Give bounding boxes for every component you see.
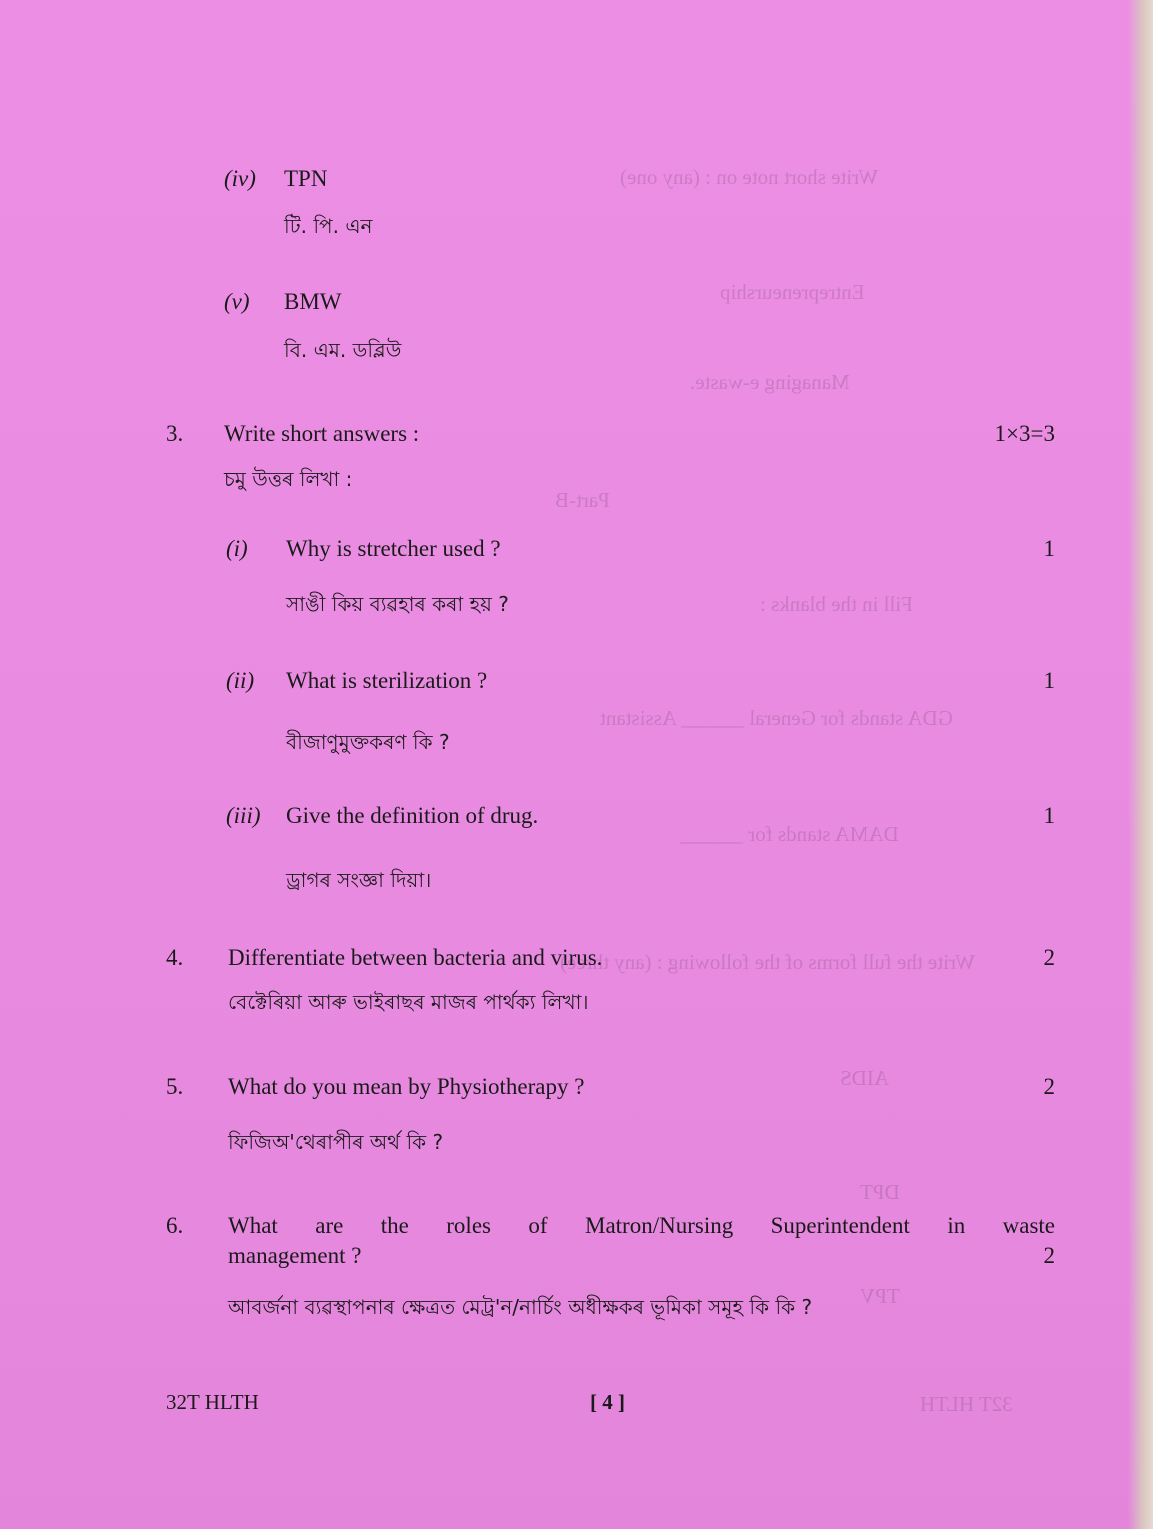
page-number: [ 4 ] bbox=[590, 1390, 625, 1414]
question-6-text-bn: আবৰ্জনা ব্যৱস্থাপনাৰ ক্ষেত্ৰত মেট্ৰ'ন/নাৰ্চিং অধীক্ষকৰ ভূমিকা সমূহ কি কি ? bbox=[228, 1295, 813, 1319]
show-through-text: DPT bbox=[860, 1180, 900, 1204]
show-through-text: Entrepreneurship bbox=[720, 280, 865, 304]
q3-sub-iii-text-bn: ড্ৰাগৰ সংজ্ঞা দিয়া। bbox=[286, 868, 432, 892]
show-through-text: AIDS bbox=[840, 1066, 890, 1090]
show-through-text: Part-B bbox=[555, 488, 610, 512]
question-3-text-bn: চমু উত্তৰ লিখা : bbox=[224, 467, 353, 491]
item-v-text-bn: বি. এম. ডব্লিউ bbox=[284, 338, 402, 362]
question-4-text: Differentiate between bacteria and virus. bbox=[228, 945, 603, 970]
question-4-marks: 2 bbox=[1043, 945, 1055, 970]
question-5-marks: 2 bbox=[1043, 1074, 1055, 1099]
question-6-number: 6. bbox=[166, 1213, 184, 1238]
question-5-text-bn: ফিজিঅ'থেৰাপীৰ অৰ্থ কি ? bbox=[228, 1130, 444, 1154]
q3-sub-ii-text-bn: বীজাণুমুক্তকৰণ কি ? bbox=[286, 730, 450, 754]
question-3-number: 3. bbox=[166, 421, 184, 446]
q3-sub-i-marks: 1 bbox=[1043, 536, 1055, 561]
q3-sub-ii-marks: 1 bbox=[1043, 668, 1055, 693]
item-iv-label: (iv) bbox=[224, 166, 256, 191]
q3-sub-iii-text: Give the definition of drug. bbox=[286, 803, 539, 828]
show-through-text: TPV bbox=[860, 1284, 900, 1308]
show-through-text: GDA stands for General ______ Assistant bbox=[600, 706, 953, 730]
question-4-text-bn: বেক্টেৰিয়া আৰু ভাইৰাছৰ মাজৰ পাৰ্থক্য লিখা। bbox=[228, 990, 589, 1014]
question-5-number: 5. bbox=[166, 1074, 184, 1099]
question-4-number: 4. bbox=[166, 945, 184, 970]
show-through-text: DAMA stands for ______ bbox=[680, 822, 899, 846]
question-3-marks: 1×3=3 bbox=[994, 421, 1055, 446]
q3-sub-i-label: (i) bbox=[226, 536, 248, 561]
question-6-text-line1: What are the roles of Matron/Nursing Superintendent in waste bbox=[228, 1213, 1055, 1238]
item-v-text: BMW bbox=[284, 289, 342, 314]
show-through-text: Write short note on : (any one) bbox=[620, 165, 879, 189]
paper-edge bbox=[1128, 0, 1153, 1529]
q3-sub-i-text: Why is stretcher used ? bbox=[286, 536, 501, 561]
item-iv-text-bn: টি. পি. এন bbox=[284, 214, 373, 238]
q3-sub-ii-label: (ii) bbox=[226, 668, 255, 693]
question-3-text: Write short answers : bbox=[224, 421, 420, 446]
q3-sub-ii-text: What is sterilization ? bbox=[286, 668, 488, 693]
show-through-text: Managing e-waste. bbox=[690, 370, 850, 394]
item-v-label: (v) bbox=[224, 289, 250, 314]
q3-sub-i-text-bn: সাঙী কিয় ব্যৱহাৰ কৰা হয় ? bbox=[286, 592, 509, 616]
show-through-text: Fill in the blanks : bbox=[760, 592, 913, 616]
question-5-text: What do you mean by Physiotherapy ? bbox=[228, 1074, 585, 1099]
question-6-marks: 2 bbox=[1043, 1243, 1055, 1268]
question-6-text-line2: management ? bbox=[228, 1243, 362, 1268]
item-iv-text: TPN bbox=[284, 166, 328, 191]
q3-sub-iii-label: (iii) bbox=[226, 803, 261, 828]
paper-code: 32T HLTH bbox=[166, 1390, 259, 1414]
show-through-text: 32T HLTH bbox=[920, 1392, 1013, 1416]
q3-sub-iii-marks: 1 bbox=[1043, 803, 1055, 828]
show-through-text: Write the full forms of the following : (any three) bbox=[560, 950, 975, 974]
